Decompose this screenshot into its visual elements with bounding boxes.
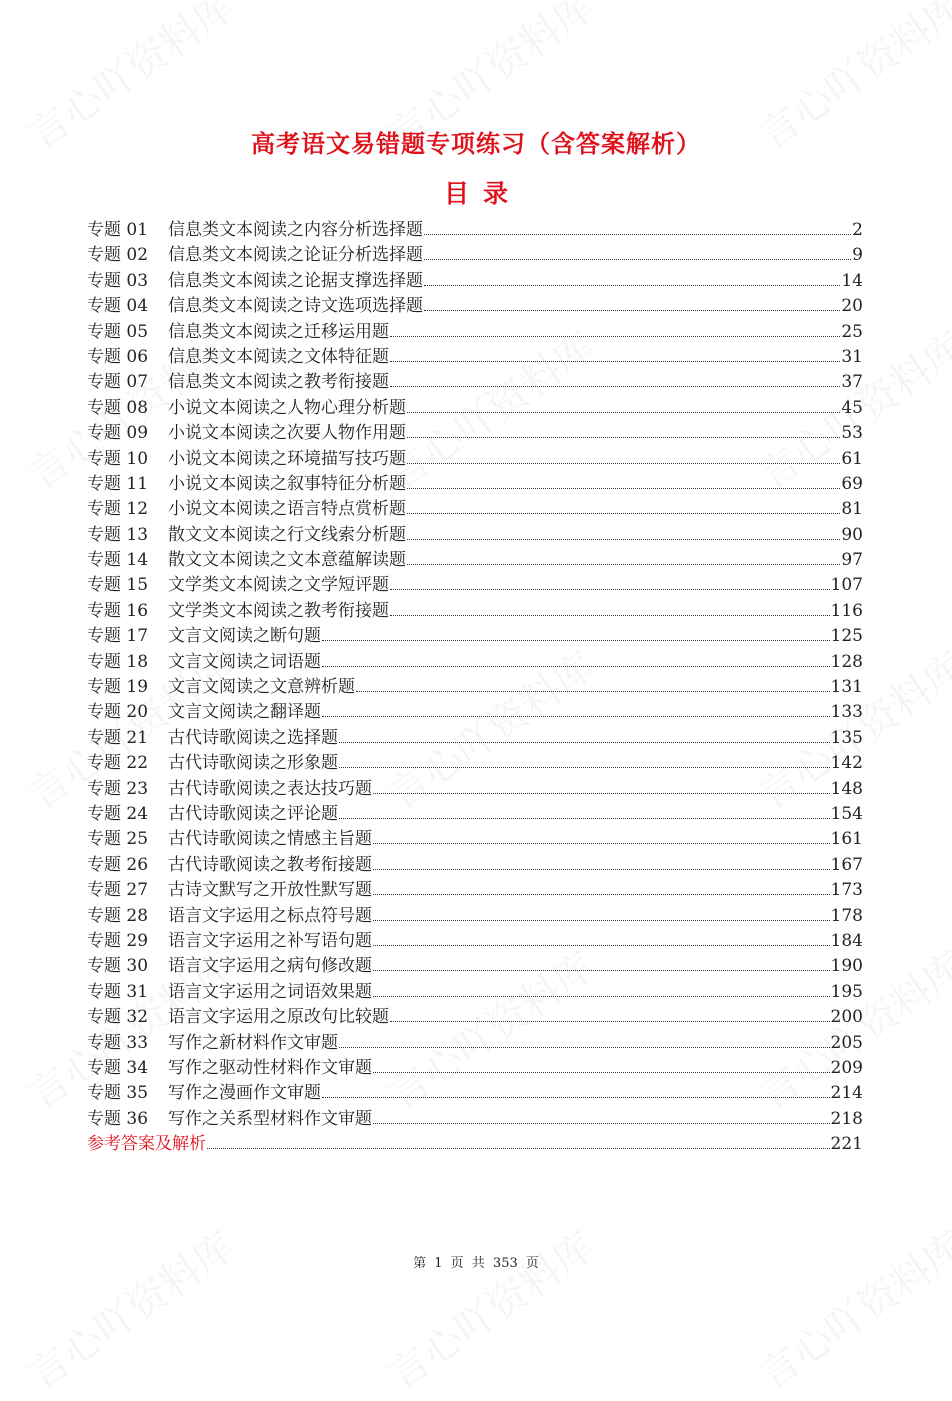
- toc-entry-number: 专题 36: [87, 1108, 149, 1129]
- toc-entry-title: 写作之漫画作文审题: [168, 1083, 321, 1104]
- toc-entry-page: 53: [841, 423, 863, 444]
- toc-entry-number: 专题 22: [87, 753, 149, 774]
- toc-entry-number: 专题 13: [87, 524, 149, 545]
- toc-entry-page: 135: [830, 727, 863, 748]
- dot-leader: [322, 1097, 830, 1098]
- toc-entry-page: 154: [830, 803, 863, 824]
- toc-entry[interactable]: [87, 650, 863, 675]
- toc-entry-title: 古代诗歌阅读之形象题: [168, 753, 338, 774]
- toc-entry-page: 173: [830, 880, 863, 901]
- toc-entry[interactable]: [87, 980, 863, 1005]
- toc-entry-title: 小说文本阅读之环境描写技巧题: [168, 448, 406, 469]
- toc-entry-page: 61: [841, 448, 863, 469]
- dot-leader: [339, 767, 830, 768]
- toc-entry-title: 语言文字运用之病句修改题: [168, 956, 372, 977]
- toc-entry-number: 专题 11: [87, 473, 149, 494]
- dot-leader: [339, 742, 830, 743]
- toc-entry-number: 专题 31: [87, 981, 149, 1002]
- dot-leader: [407, 513, 840, 514]
- toc-entry-title: 文言文阅读之翻译题: [168, 702, 321, 723]
- table-of-contents: [87, 218, 863, 1157]
- toc-entry-number: 专题 27: [87, 880, 149, 901]
- toc-entry-page: 148: [830, 778, 863, 799]
- dot-leader: [407, 488, 840, 489]
- dot-leader: [373, 894, 830, 895]
- toc-entry[interactable]: [87, 370, 863, 395]
- toc-entry-page: 209: [830, 1057, 863, 1078]
- toc-entry-title: 古代诗歌阅读之表达技巧题: [168, 778, 372, 799]
- toc-entry[interactable]: [87, 599, 863, 624]
- dot-leader: [390, 361, 840, 362]
- watermark-text: [745, 1216, 952, 1400]
- toc-entry-title: 古诗文默写之开放性默写题: [168, 880, 372, 901]
- dot-leader: [407, 539, 840, 540]
- toc-entry-number: 专题 33: [87, 1032, 149, 1053]
- toc-entry-number: 专题 15: [87, 575, 149, 596]
- toc-entry-number: 专题 24: [87, 803, 149, 824]
- toc-heading: 目录: [443, 179, 522, 208]
- toc-entry-page: 107: [830, 575, 863, 596]
- toc-entry[interactable]: [87, 904, 863, 929]
- toc-entry-title: 信息类文本阅读之论证分析选择题: [168, 245, 423, 266]
- toc-entry[interactable]: [87, 827, 863, 852]
- dot-leader: [373, 920, 830, 921]
- toc-entry[interactable]: [87, 523, 863, 548]
- toc-entry[interactable]: [87, 1031, 863, 1056]
- toc-entry-page: 97: [841, 550, 863, 571]
- dot-leader: [373, 996, 830, 997]
- toc-entry-page: 218: [830, 1108, 863, 1129]
- toc-entry-title: 古代诗歌阅读之情感主旨题: [168, 829, 372, 850]
- toc-entry-title: 语言文字运用之标点符号题: [168, 905, 372, 926]
- dot-leader: [356, 691, 830, 692]
- toc-entry-number: 专题 28: [87, 905, 149, 926]
- toc-entry-number: 专题 09: [87, 423, 149, 444]
- toc-entry-title: 信息类文本阅读之内容分析选择题: [168, 220, 423, 240]
- toc-entry[interactable]: [87, 1132, 863, 1157]
- toc-entry-page: 125: [830, 626, 863, 647]
- toc-entry-title: 信息类文本阅读之文体特征题: [168, 346, 389, 367]
- toc-entry-number: 专题 29: [87, 930, 149, 951]
- toc-entry-number: 专题 20: [87, 702, 149, 723]
- dot-leader: [407, 412, 840, 413]
- toc-entry-title: 信息类文本阅读之教考衔接题: [168, 372, 389, 393]
- dot-leader: [373, 945, 830, 946]
- toc-entry-page: 205: [830, 1032, 863, 1053]
- toc-entry-page: 131: [830, 677, 863, 698]
- toc-entry-page: 178: [830, 905, 863, 926]
- toc-entry-page: 184: [830, 930, 863, 951]
- watermark-text: [375, 1216, 604, 1400]
- toc-entry-page: 14: [841, 270, 863, 291]
- toc-entry-title: 文学类文本阅读之教考衔接题: [168, 600, 389, 621]
- toc-entry-number: 专题 34: [87, 1057, 149, 1078]
- toc-entry-number: 专题 19: [87, 677, 149, 698]
- toc-entry-page: 9: [852, 245, 863, 266]
- toc-entry-number: 专题 07: [87, 372, 149, 393]
- toc-entry-page: 2: [852, 220, 863, 240]
- dot-leader: [390, 336, 840, 337]
- toc-entry[interactable]: [87, 726, 863, 751]
- toc-entry-number: 专题 16: [87, 600, 149, 621]
- dot-leader: [390, 386, 840, 387]
- toc-entry[interactable]: [87, 700, 863, 725]
- toc-entry[interactable]: [87, 243, 863, 268]
- toc-entry-page: 133: [830, 702, 863, 723]
- dot-leader: [390, 589, 830, 590]
- toc-entry-page: 90: [841, 524, 863, 545]
- toc-entry[interactable]: [87, 497, 863, 522]
- toc-entry-number: 专题 18: [87, 651, 149, 672]
- toc-entry-number: 专题 26: [87, 854, 149, 875]
- toc-entry[interactable]: [87, 294, 863, 319]
- toc-entry-page: 128: [830, 651, 863, 672]
- toc-entry-title: 信息类文本阅读之论据支撑选择题: [168, 270, 423, 291]
- toc-entry-title: 参考答案及解析: [87, 1134, 206, 1155]
- toc-entry[interactable]: [87, 777, 863, 802]
- toc-entry-title: 写作之关系型材料作文审题: [168, 1108, 372, 1129]
- dot-leader: [390, 615, 830, 616]
- toc-entry-title: 文言文阅读之词语题: [168, 651, 321, 672]
- toc-entry-number: 专题 12: [87, 499, 149, 520]
- toc-entry-number: 专题 06: [87, 346, 149, 367]
- toc-entry-title: 写作之驱动性材料作文审题: [168, 1057, 372, 1078]
- toc-entry-number: 专题 21: [87, 727, 149, 748]
- toc-entry-title: 文学类文本阅读之文学短评题: [168, 575, 389, 596]
- toc-entry-number: 专题 30: [87, 956, 149, 977]
- toc-entry[interactable]: [87, 447, 863, 472]
- toc-entry-page: 214: [830, 1083, 863, 1104]
- toc-entry-title: 语言文字运用之词语效果题: [168, 981, 372, 1002]
- toc-entry-number: 专题 05: [87, 321, 149, 342]
- dot-leader: [322, 716, 830, 717]
- dot-leader: [373, 970, 830, 971]
- toc-entry-title: 信息类文本阅读之迁移运用题: [168, 321, 389, 342]
- toc-entry-page: 200: [830, 1007, 863, 1028]
- toc-entry[interactable]: [87, 675, 863, 700]
- dot-leader: [373, 1123, 830, 1124]
- toc-entry-page: 167: [830, 854, 863, 875]
- document-title: 高考语文易错题专项练习（含答案解析）: [251, 129, 701, 158]
- dot-leader: [407, 463, 840, 464]
- toc-entry-number: 专题 23: [87, 778, 149, 799]
- toc-entry-title: 古代诗歌阅读之评论题: [168, 803, 338, 824]
- page-footer: 第 1 页 共 353 页: [413, 1256, 539, 1271]
- toc-entry[interactable]: [87, 1005, 863, 1030]
- toc-entry-title: 小说文本阅读之语言特点赏析题: [168, 499, 406, 520]
- toc-entry-title: 小说文本阅读之次要人物作用题: [168, 423, 406, 444]
- dot-leader: [207, 1148, 830, 1149]
- toc-entry-title: 语言文字运用之补写语句题: [168, 930, 372, 951]
- toc-entry-page: 25: [841, 321, 863, 342]
- dot-leader: [322, 640, 830, 641]
- toc-entry-title: 古代诗歌阅读之选择题: [168, 727, 338, 748]
- toc-entry-page: 31: [841, 346, 863, 367]
- toc-entry-page: 142: [830, 753, 863, 774]
- dot-leader: [424, 310, 840, 311]
- dot-leader: [424, 285, 840, 286]
- toc-entry[interactable]: [87, 396, 863, 421]
- toc-entry-page: 69: [841, 473, 863, 494]
- toc-entry[interactable]: [87, 472, 863, 497]
- toc-entry[interactable]: [87, 345, 863, 370]
- toc-entry-page: 37: [841, 372, 863, 393]
- toc-entry-page: 221: [830, 1134, 863, 1155]
- toc-entry[interactable]: [87, 929, 863, 954]
- toc-entry-title: 文言文阅读之文意辨析题: [168, 677, 355, 698]
- toc-entry-title: 小说文本阅读之叙事特征分析题: [168, 473, 406, 494]
- dot-leader: [390, 1021, 830, 1022]
- dot-leader: [322, 666, 830, 667]
- toc-entry-number: 专题 04: [87, 296, 149, 317]
- toc-entry[interactable]: [87, 624, 863, 649]
- toc-entry[interactable]: [87, 421, 863, 446]
- toc-entry-number: 专题 10: [87, 448, 149, 469]
- dot-leader: [407, 437, 840, 438]
- toc-entry-title: 语言文字运用之原改句比较题: [168, 1007, 389, 1028]
- toc-entry-page: 81: [841, 499, 863, 520]
- toc-entry[interactable]: [87, 878, 863, 903]
- dot-leader: [424, 234, 851, 235]
- toc-entry-title: 散文文本阅读之文本意蕴解读题: [168, 550, 406, 571]
- toc-entry[interactable]: [87, 954, 863, 979]
- toc-entry-title: 信息类文本阅读之诗文选项选择题: [168, 296, 423, 317]
- toc-entry[interactable]: [87, 1081, 863, 1106]
- toc-entry-page: 20: [841, 296, 863, 317]
- toc-entry-page: 161: [830, 829, 863, 850]
- toc-entry[interactable]: [87, 269, 863, 294]
- dot-leader: [339, 818, 830, 819]
- toc-entry[interactable]: [87, 573, 863, 598]
- toc-entry[interactable]: [87, 1056, 863, 1081]
- toc-entry-number: 专题 25: [87, 829, 149, 850]
- toc-entry-page: 45: [841, 397, 863, 418]
- toc-entry-title: 小说文本阅读之人物心理分析题: [168, 397, 406, 418]
- toc-entry-page: 195: [830, 981, 863, 1002]
- toc-entry[interactable]: [87, 802, 863, 827]
- toc-entry-page: 116: [830, 600, 863, 621]
- toc-entry-number: 专题 32: [87, 1007, 149, 1028]
- toc-entry-title: 文言文阅读之断句题: [168, 626, 321, 647]
- toc-entry-title: 散文文本阅读之行文线索分析题: [168, 524, 406, 545]
- toc-entry[interactable]: [87, 548, 863, 573]
- toc-entry-number: 专题 08: [87, 397, 149, 418]
- dot-leader: [424, 259, 851, 260]
- toc-entry[interactable]: [87, 853, 863, 878]
- toc-entry-title: 古代诗歌阅读之教考衔接题: [168, 854, 372, 875]
- dot-leader: [373, 869, 830, 870]
- toc-entry[interactable]: [87, 218, 863, 243]
- toc-entry-page: 190: [830, 956, 863, 977]
- dot-leader: [373, 1072, 830, 1073]
- toc-entry[interactable]: [87, 751, 863, 776]
- dot-leader: [407, 564, 840, 565]
- toc-entry-number: 专题 35: [87, 1083, 149, 1104]
- toc-entry-number: 专题 17: [87, 626, 149, 647]
- toc-entry[interactable]: [87, 320, 863, 345]
- toc-entry-number: 专题 01: [87, 220, 149, 240]
- toc-entry-number: 专题 14: [87, 550, 149, 571]
- watermark-text: [15, 1216, 244, 1400]
- toc-entry-title: 写作之新材料作文审题: [168, 1032, 338, 1053]
- toc-entry[interactable]: [87, 1107, 863, 1132]
- dot-leader: [373, 843, 830, 844]
- toc-entry-number: 专题 03: [87, 270, 149, 291]
- dot-leader: [339, 1047, 830, 1048]
- dot-leader: [373, 793, 830, 794]
- toc-entry-number: 专题 02: [87, 245, 149, 266]
